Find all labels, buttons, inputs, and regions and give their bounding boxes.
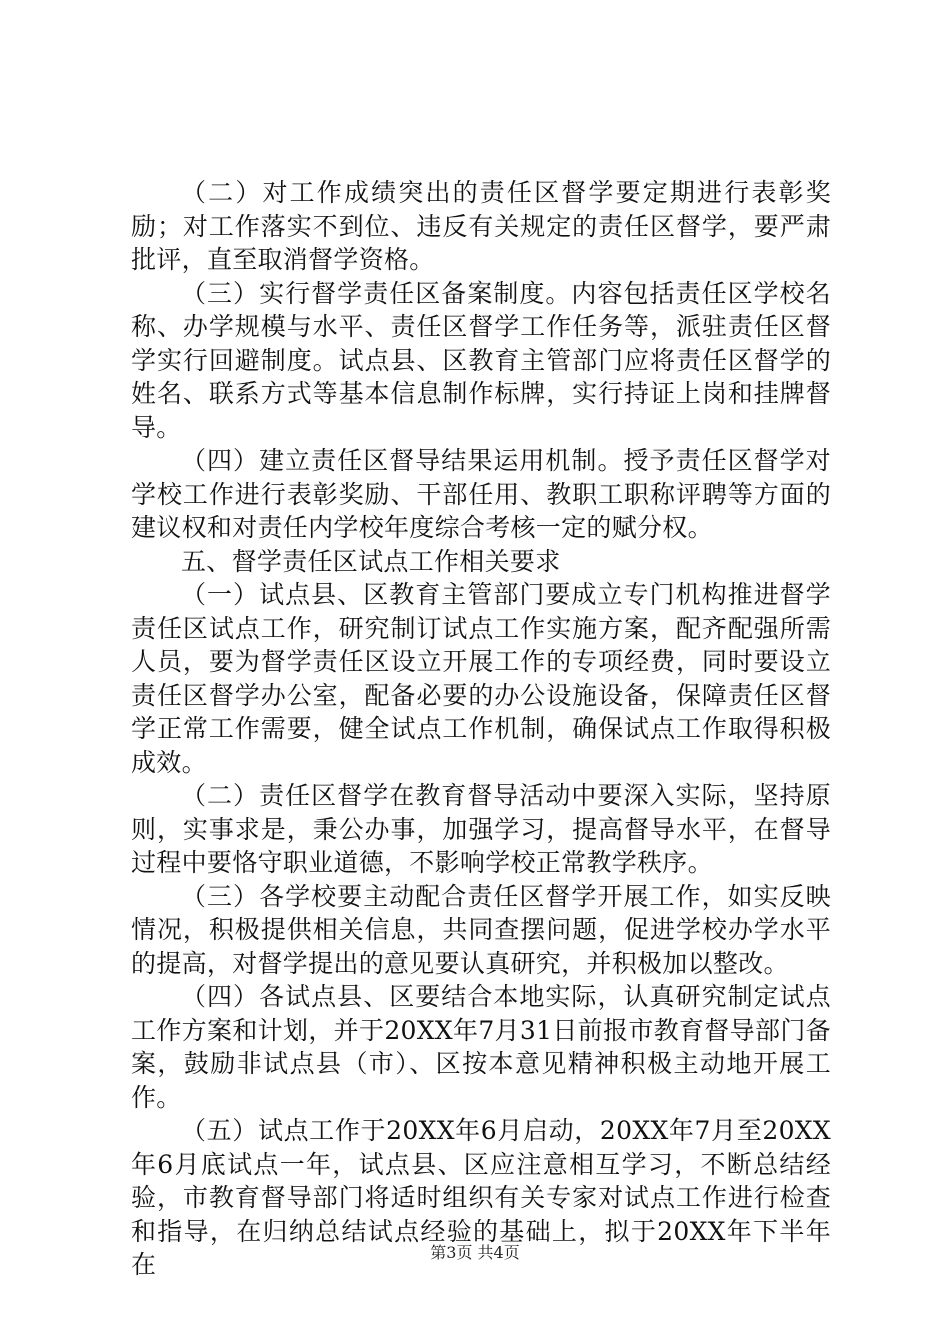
paragraph-requirement-4: （四）各试点县、区要结合本地实际，认真研究制定试点工作方案和计划，并于20XX年7月31日前报市教育督导部门备案，鼓励非试点县（市）、区按本意见精神积极主动地开展工作。: [131, 982, 831, 1112]
page-footer: 第3页 共4页: [430, 1243, 520, 1262]
paragraph-requirement-5: （五）试点工作于20XX年6月启动，20XX年7月至20XX年6月底试点一年，试点县、区应注意相互学习，不断总结经验，市教育督导部门将适时组织有关专家对试点工作进行检查和指导，在归纳总结试点经验的基础上，拟于20XX年下半年在: [131, 1116, 831, 1279]
paragraph-results-mechanism: （四）建立责任区督导结果运用机制。授予责任区督学对学校工作进行表彰奖励、干部任用、教职工职称评聘等方面的建议权和对责任内学校年度综合考核一定的赋分权。: [131, 446, 831, 542]
paragraph-filing-system: （三）实行督学责任区备案制度。内容包括责任区学校名称、办学规模与水平、责任区督学工作任务等，派驻责任区督学实行回避制度。试点县、区教育主管部门应将责任区督学的姓名、联系方式等基本信息制作标牌，实行持证上岗和挂牌督导。: [131, 278, 831, 442]
paragraph-commendation: （二）对工作成绩突出的责任区督学要定期进行表彰奖励；对工作落实不到位、违反有关规定的责任区督学，要严肃批评，直至取消督学资格。: [131, 178, 831, 274]
document-body: [131, 176, 831, 1282]
section-heading-requirements: 五、督学责任区试点工作相关要求: [181, 546, 561, 576]
paragraph-requirement-3: （三）各学校要主动配合责任区督学开展工作，如实反映情况，积极提供相关信息，共同查摆问题，促进学校办学水平的提高，对督学提出的意见要认真研究，并积极加以整改。: [131, 881, 831, 978]
paragraph-requirement-2: （二）责任区督学在教育督导活动中要深入实际，坚持原则，实事求是，秉公办事，加强学习，提高督导水平，在督导过程中要恪守职业道德，不影响学校正常教学秩序。: [131, 781, 831, 877]
paragraph-requirement-1: （一）试点县、区教育主管部门要成立专门机构推进督学责任区试点工作，研究制订试点工作实施方案，配齐配强所需人员，要为督学责任区设立开展工作的专项经费，同时要设立责任区督学办公室，配备必要的办公设施设备，保障责任区督学正常工作需要，健全试点工作机制，确保试点工作取得积极成效。: [131, 580, 831, 777]
